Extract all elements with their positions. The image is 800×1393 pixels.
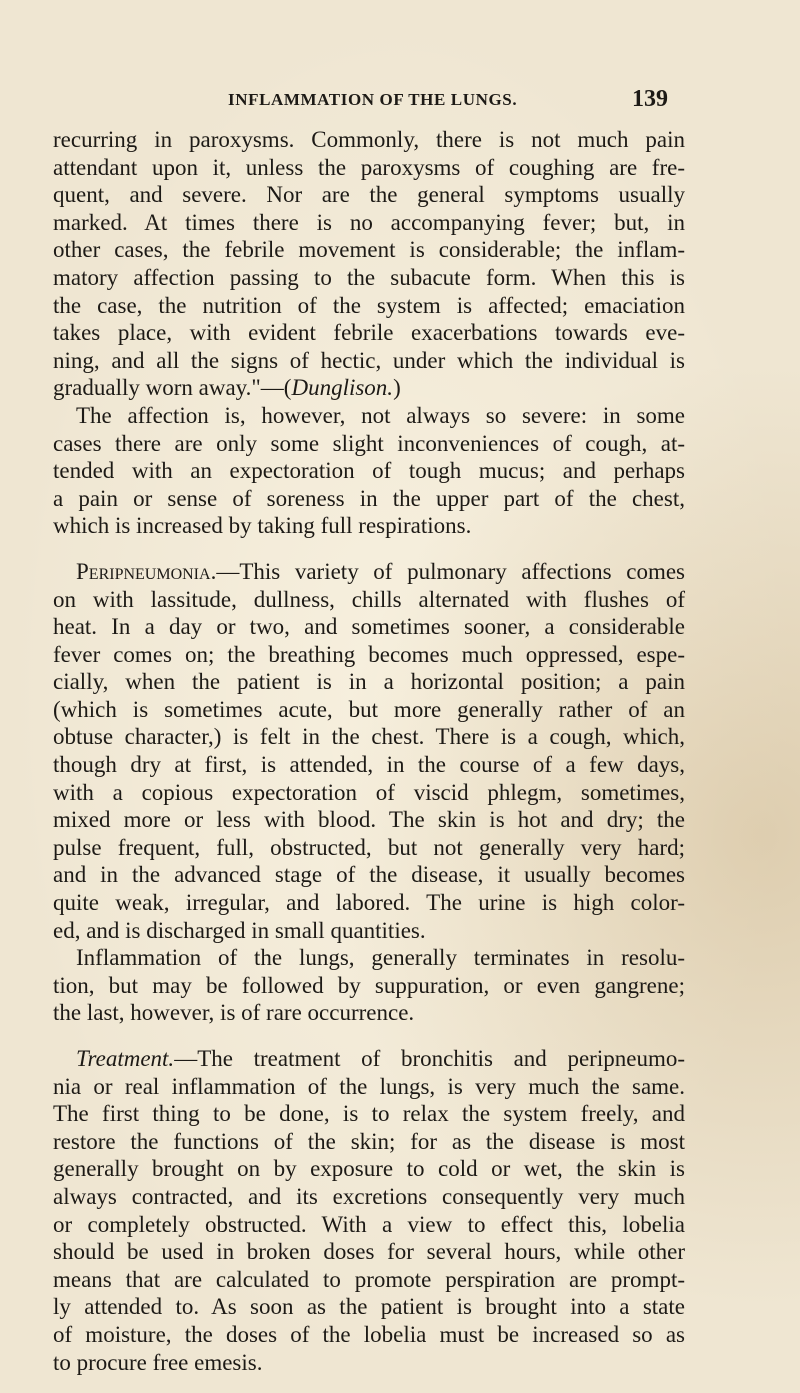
text-line: heat. In a day or two, and sometimes sooner, a considerable <box>53 614 685 640</box>
running-head: INFLAMMATION OF THE LUNGS. <box>228 90 518 109</box>
text-line: fever comes on; the breathing becomes much oppressed, espe- <box>53 641 685 667</box>
text-line: which is increased by taking full respirations. <box>53 513 472 539</box>
text-line: the case, the nutrition of the system is affected; emaciation <box>53 292 685 318</box>
text-line: means that are calculated to promote perspiration are prompt- <box>53 1266 685 1292</box>
text-line: generally brought on by exposure to cold or wet, the skin is <box>53 1156 685 1182</box>
page-header <box>228 88 668 118</box>
text-run: —The treatment of bronchitis and peripneumo- <box>174 1046 685 1071</box>
section-heading-treatment: Treatment. <box>76 1046 175 1071</box>
text-line: restore the functions of the skin; for as the disease is most <box>53 1128 685 1154</box>
text-line: pulse frequent, full, obstructed, but not generally very hard; <box>53 834 685 860</box>
text-line: and in the advanced stage of the disease, it usually becomes <box>53 862 685 888</box>
paragraph-gap <box>53 1027 685 1045</box>
text-line: cases there are only some slight inconveniences of cough, at- <box>53 430 685 456</box>
text-line: (which is sometimes acute, but more generally rather of an <box>53 696 685 722</box>
text-line: to procure free emesis. <box>53 1349 263 1375</box>
text-line <box>53 558 685 586</box>
text-line: obtuse character,) is felt in the chest. There is a cough, which, <box>53 724 685 750</box>
text-line: mixed more or less with blood. The skin is hot and dry; the <box>53 807 685 833</box>
text-line: of moisture, the doses of the lobelia must be increased so as <box>53 1321 685 1347</box>
text-line: should be used in broken doses for several hours, while other <box>53 1239 685 1265</box>
text-run: —This variety of pulmonary affections comes <box>216 558 685 584</box>
paragraph-treatment <box>53 1045 685 1376</box>
citation-author: Dunglison. <box>291 375 394 401</box>
paragraph-affection <box>53 402 685 540</box>
section-heading-peripneumonia: Peripneumonia. <box>76 558 217 584</box>
text-line: with a copious expectoration of viscid phlegm, sometimes, <box>53 779 685 805</box>
text-line: The affection is, however, not always so severe: in some <box>76 402 685 428</box>
citation-close: ) <box>393 375 401 401</box>
text-line: recurring in paroxysms. Commonly, there is not much pain <box>53 127 685 152</box>
text-line: or completely obstructed. With a view to effect this, lobelia <box>53 1211 685 1237</box>
text-line: marked. At times there is no accompanying fever; but, in <box>53 209 685 235</box>
text-line: ly attended to. As soon as the patient is brought into a state <box>53 1294 685 1320</box>
text-line: takes place, with evident febrile exacerbations towards eve- <box>53 320 685 346</box>
text-line: cially, when the patient is in a horizontal position; a pain <box>53 669 685 695</box>
text-line <box>53 1045 685 1073</box>
paragraph-gap <box>53 540 685 558</box>
quote-end: gradually worn away."—( <box>53 375 292 401</box>
text-line: Inflammation of the lungs, generally terminates in resolu- <box>76 945 685 971</box>
text-line: quent, and severe. Nor are the general symptoms usually <box>53 182 685 208</box>
text-line: ning, and all the signs of hectic, under which the individual is <box>53 347 685 373</box>
text-line: ed, and is discharged in small quantities. <box>53 917 426 943</box>
paragraph-continuation <box>53 126 685 402</box>
text-line: nia or real inflammation of the lungs, is very much the same. <box>53 1073 685 1099</box>
paragraph-inflammation <box>53 944 685 1027</box>
text-line: quite weak, irregular, and labored. The urine is high color- <box>53 890 685 916</box>
paragraph-peripneumonia <box>53 558 685 944</box>
text-line: though dry at first, is attended, in the course of a few days, <box>53 752 685 778</box>
text-line: matory affection passing to the subacute form. When this is <box>53 264 685 290</box>
text-line: the last, however, is of rare occurrence. <box>53 1000 415 1026</box>
text-line: on with lassitude, dullness, chills alternated with flushes of <box>53 586 685 612</box>
text-line <box>53 374 685 402</box>
text-line: tion, but may be followed by suppuration, or even gangrene; <box>53 972 685 998</box>
text-line: a pain or sense of soreness in the upper part of the chest, <box>53 485 685 511</box>
text-line: The first thing to be done, is to relax the system freely, and <box>53 1101 685 1127</box>
text-line: attendant upon it, unless the paroxysms of coughing are fre- <box>53 154 685 180</box>
text-line: other cases, the febrile movement is considerable; the inflam- <box>53 237 685 263</box>
page-number: 139 <box>632 86 668 112</box>
text-line: always contracted, and its excretions consequently very much <box>53 1183 685 1209</box>
body-text <box>53 126 685 1376</box>
text-line: tended with an expectoration of tough mucus; and perhaps <box>53 458 685 484</box>
